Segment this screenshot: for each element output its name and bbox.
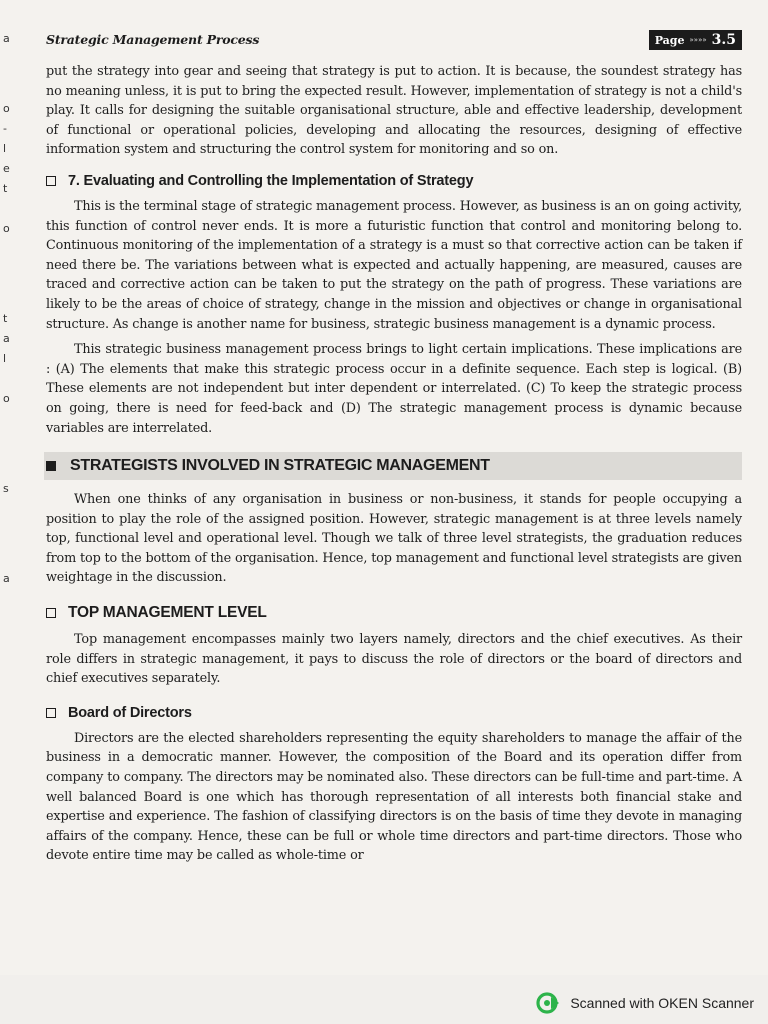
page-number: 3.5 — [711, 32, 736, 48]
heading-board-of-directors — [46, 705, 742, 721]
margin-mark: e — [3, 162, 10, 175]
scanner-watermark — [536, 992, 754, 1014]
margin-mark: a — [3, 32, 10, 45]
page-label: Page — [654, 33, 685, 47]
oken-scanner-logo-icon — [536, 992, 562, 1014]
margin-mark: o — [3, 102, 10, 115]
margin-mark: - — [3, 122, 7, 135]
section-heading-text: STRATEGISTS INVOLVED IN STRATEGIC MANAGEMENT — [70, 457, 490, 475]
paragraph-top-management: Top management encompasses mainly two layers namely, directors and the chief executives. As their role differs in strategic management, it pays to discuss the role of directors or the board of directors and chief executives separately. — [46, 632, 742, 687]
heading-text: TOP MANAGEMENT LEVEL — [68, 604, 267, 622]
hollow-square-bullet-icon — [46, 608, 56, 618]
page-arrow-icon: »»»» — [689, 36, 707, 44]
margin-mark: o — [3, 392, 10, 405]
page-header — [46, 32, 742, 54]
paragraph-intro: put the strategy into gear and seeing that strategy is put to action. It is because, the soundest strategy has no meaning unless, it is put to bring the expected result. However, implementation of strategy is not a child's play. It calls for designing the suitable organisational structure, able and effective leadership, development of functional or operational policies, developing and allocating the resources, designing of effective information system and structuring the control system for monitoring and so on. — [46, 64, 742, 158]
paragraph-strategists: When one thinks of any organisation in business or non-business, it stands for people occupying a position to play the role of the assigned position. However, strategic management is at three levels namely top, functional level and operational level. Though we talk of three level strategists, the graduation reduces from top to the bottom of the organisation. Hence, top management and functional level strategists are given weightage in the discussion. — [46, 492, 742, 586]
heading-text: Board of Directors — [68, 704, 192, 721]
margin-mark: a — [3, 572, 10, 585]
margin-mark: a — [3, 332, 10, 345]
margin-mark: l — [3, 142, 7, 155]
left-margin-marks — [0, 30, 14, 650]
paragraph-evaluating-2: This strategic business management process brings to light certain implications. These implications are : (A) The elements that make this strategic process occur in a definite sequence. Each step is logical. (B) These elements are not independent but inter dependent or interrelated. (C) To keep the strategic process on going, there is need for feed-back and (D) The strategic management process is dynamic because variables are interrelated. — [46, 342, 742, 436]
margin-mark: t — [3, 182, 8, 195]
heading-text: 7. Evaluating and Controlling the Implementation of Strategy — [68, 172, 474, 189]
scanner-text: Scanned with OKEN Scanner — [570, 995, 754, 1011]
heading-evaluating-controlling — [46, 173, 742, 189]
hollow-square-bullet-icon — [46, 708, 56, 718]
filled-square-bullet-icon — [46, 461, 56, 471]
paragraph-board-of-directors: Directors are the elected shareholders representing the equity shareholders to manage the affair of the business in a democratic manner. However, the composition of the Board and its operation differ from company to company. The directors may be nominated also. These directors can be full-time and part-time. A well balanced Board is one which has thorough representation of all interests both financial stake and expertise and experience. The fashion of classifying directors is on the basis of time they devote in managing affairs of the company. Hence, these can be full or whole time directors and part-time directors. Those who devote entire time may be called as whole-time or — [46, 730, 742, 864]
margin-mark: o — [3, 222, 10, 235]
margin-mark: l — [3, 352, 7, 365]
hollow-square-bullet-icon — [46, 176, 56, 186]
paragraph-evaluating-1: This is the terminal stage of strategic management process. However, as business is an on going activity, this function of control never ends. It is more a futuristic function that control and monitoring belong to. Continuous monitoring of the implementation of a strategy is a must so that corrective action can be taken if need there be. The variations between what is expected and actually happening, are measured, causes are traced and corrective action can be taken to put the strategy on the path of progress. These variations are likely to be the areas of choice of strategy, change in the mission and objectives or change in organisational structure. As change is another name for business, strategic business management is a dynamic process. — [46, 198, 742, 332]
page-content — [46, 62, 742, 866]
running-title: Strategic Management Process — [46, 32, 260, 47]
page-number-badge — [649, 30, 742, 50]
margin-mark: s — [3, 482, 9, 495]
margin-mark: t — [3, 312, 8, 325]
section-heading-strategists — [44, 452, 742, 480]
heading-top-management-level — [46, 604, 742, 622]
